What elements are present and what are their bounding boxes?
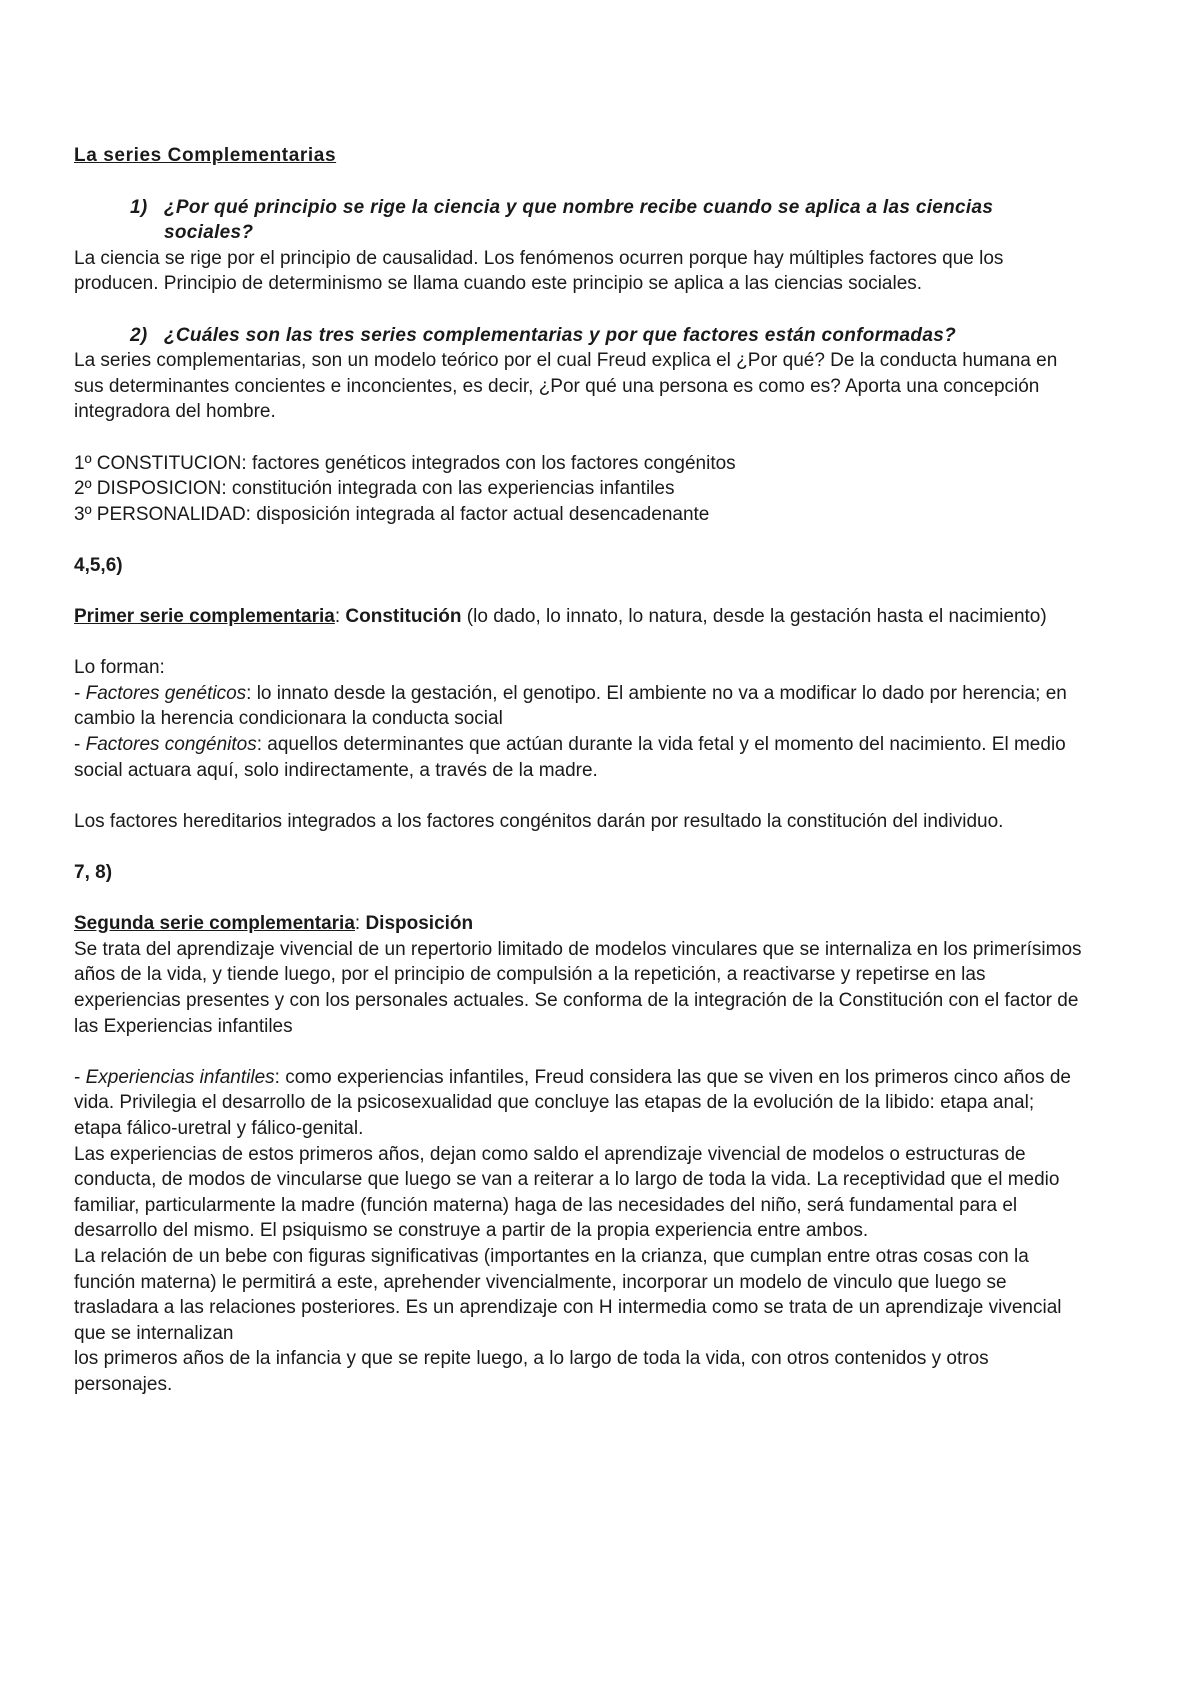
factores-geneticos-text: : lo innato desde la gestación, el genotipo. El ambiente no va a modificar lo dado por herencia; en cambio la herencia condicionara la conducta social [74,682,1067,730]
segunda-paragraph-2: Las experiencias de estos primeros años, dejan como saldo el aprendizaje vivencial de modelos o estructuras de conducta, de modos de vincularse que luego se van a reiterar a lo largo de toda la vida. La receptividad que el medio familiar, particularmente la madre (función materna) haga de las necesidades del niño, será fundamental para el desarrollo del mismo. El psiquismo se construye a partir de la propia experiencia entre ambos. [74,1143,1060,1242]
spacer [74,886,1084,912]
spacer [74,1039,1084,1065]
spacer [74,579,1084,605]
experiencias-infantiles-text: : como experiencias infantiles, Freud considera las que se viven en los primeros cinco años de vida. Privilegia el desarrollo de la psicosexualidad que concluye las etapas de la evolución de la libido: etapa anal; etapa fálico-uretral y fálico-genital. [74,1066,1071,1139]
primer-serie-colon: : [334,606,346,628]
series-item-3: 3º PERSONALIDAD: disposición integrada al factor actual desencadenante [74,503,710,525]
document-title: La series Complementarias [74,145,337,166]
answer-1: La ciencia se rige por el principio de causalidad. Los fenómenos ocurren porque hay múltiples factores que los producen. Principio de determinismo se llama cuando este principio se aplica a las ciencias sociales. [74,247,1004,295]
factores-congenitos-term: Factores congénitos [85,734,257,756]
list-dash: - [74,1066,86,1088]
segunda-paragraph-3: La relación de un bebe con figuras significativas (importantes en la crianza, que cumplan entre otras cosas con la función materna) le permitirá a este, aprehender vivencialmente, incorporar un modelo de vinculo que luego se trasladara a las relaciones posteriores. Es un aprendizaje con H intermedia como se trata de un aprendizaje vivencial que se internalizan [74,1245,1062,1344]
list-dash: - [74,682,86,704]
primer-serie-term: Constitución [345,606,462,628]
lo-forman-label: Lo forman: [74,657,165,679]
question-1-text: ¿Por qué principio se rige la ciencia y que nombre recibe cuando se aplica a las ciencias sociales? [164,196,994,244]
series-item-1: 1º CONSTITUCION: factores genéticos integrados con los factores congénitos [74,452,736,474]
document-page [74,143,1084,1398]
constitucion-result: Los factores hereditarios integrados a los factores congénitos darán por resultado la constitución del individuo. [74,810,1004,832]
spacer [74,630,1084,656]
spacer [74,297,1084,323]
factores-geneticos-term: Factores genéticos [85,682,247,704]
factores-congenitos-item [74,732,1084,783]
question-1 [74,195,1084,246]
question-2-number: 2) [130,324,148,346]
segunda-serie-heading: Segunda serie complementaria [74,913,355,935]
segunda-serie-colon: : [354,913,366,935]
spacer [74,834,1084,860]
question-2-text: ¿Cuáles son las tres series complementarias y por que factores están conformadas? [164,324,956,346]
primer-serie-desc: (lo dado, lo innato, lo natura, desde la gestación hasta el nacimiento) [461,606,1047,628]
experiencias-infantiles-term: Experiencias infantiles [85,1066,275,1088]
segunda-serie-intro [74,911,1084,937]
segunda-paragraph-4: los primeros años de la infancia y que se repite luego, a lo largo de toda la vida, con otros contenidos y otros personajes. [74,1348,989,1395]
experiencias-infantiles-item [74,1065,1084,1142]
primer-serie-intro [74,604,1084,630]
factores-congenitos-text: : aquellos determinantes que actúan durante la vida fetal y el momento del nacimiento. El medio social actuara aquí, solo indirectamente, a través de la madre. [74,734,1066,781]
factores-geneticos-item [74,681,1084,732]
spacer [74,783,1084,809]
question-1-number: 1) [130,196,148,218]
section-label-78: 7, 8) [74,862,113,884]
primer-serie-heading: Primer serie complementaria [74,606,335,628]
question-2 [74,323,1084,349]
spacer [74,425,1084,451]
list-dash: - [74,734,86,756]
segunda-serie-term: Disposición [365,913,474,935]
spacer [74,527,1084,553]
answer-2: La series complementarias, son un modelo teórico por el cual Freud explica el ¿Por qué? De la conducta humana en sus determinantes concientes e inconcientes, es decir, ¿Por qué una persona es como es? Aporta una concepción integradora del hombre. [74,350,1058,423]
series-item-2: 2º DISPOSICION: constitución integrada con las experiencias infantiles [74,478,675,500]
section-label-456: 4,5,6) [74,554,123,576]
segunda-paragraph-1: Se trata del aprendizaje vivencial de un repertorio limitado de modelos vinculares que se internaliza en los primerísimos años de la vida, y tiende luego, por el principio de compulsión a la repetición, a reactivarse y repetirse en las experiencias presentes y con los personales actuales. Se conforma de la integración de la Constitución con el factor de las Experiencias infantiles [74,938,1082,1037]
